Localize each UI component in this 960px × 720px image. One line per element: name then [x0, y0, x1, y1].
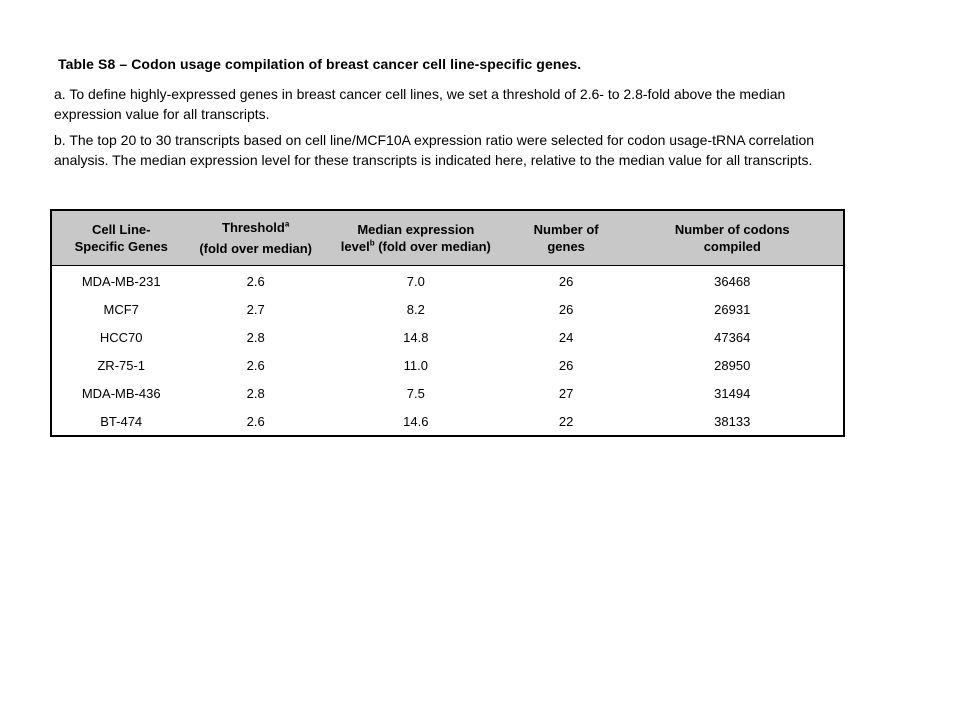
- threshold-value: 2.8: [246, 330, 265, 345]
- median-value: 7.5: [406, 386, 425, 401]
- table-row: [52, 352, 843, 380]
- cell-line: MDA-MB-436: [81, 386, 161, 401]
- genes-value: 24: [558, 330, 574, 345]
- table-row: [52, 324, 843, 352]
- codons-value: 28950: [714, 358, 751, 373]
- genes-value: 27: [558, 386, 574, 401]
- median-value: 11.0: [403, 358, 428, 373]
- median-value: 14.6: [403, 414, 429, 429]
- table-row: [52, 408, 843, 436]
- cell-line: MDA-MB-231: [81, 274, 161, 289]
- codons-value: 38133: [714, 414, 751, 429]
- genes-value: 26: [558, 274, 574, 289]
- threshold-value: 2.6: [246, 414, 265, 429]
- table-row: [52, 380, 843, 408]
- codons-value: 26931: [714, 302, 751, 317]
- cell-line: BT-474: [100, 414, 143, 429]
- genes-value: 26: [558, 302, 574, 317]
- cell-line: ZR-75-1: [97, 358, 146, 373]
- table-header-row: [52, 211, 843, 265]
- threshold-value: 2.6: [246, 358, 265, 373]
- cell-line: MCF7: [103, 302, 139, 317]
- header-threshold: Threshold$^a$ (fold over median): [190, 211, 321, 265]
- page-title: Table S8 – Codon usage compilation of breast cancer cell line-specific genes.: [58, 56, 582, 72]
- header-cell-line: Cell Line- Specific Genes: [52, 211, 190, 265]
- threshold-value: 2.7: [246, 302, 265, 317]
- footnote-a: a. To define highly-expressed genes in breast cancer cell lines, we set a threshold of 2.6- to 2.8-fold above the median expression value for all transcripts.: [54, 86, 786, 122]
- codons-value: 31494: [714, 386, 751, 401]
- threshold-value: 2.6: [246, 274, 265, 289]
- codons-value: 36468: [714, 274, 751, 289]
- cell-line: HCC70: [99, 330, 143, 345]
- codon-usage-table: [50, 209, 845, 437]
- header-median-expression: Median expression level$^b$ (fold over median): [321, 211, 511, 265]
- header-number-of-codons: Number of codons compiled: [621, 211, 843, 265]
- median-value: 7.0: [406, 274, 425, 289]
- table-row: [52, 296, 843, 324]
- table-row: [52, 265, 843, 296]
- codons-value: 47364: [714, 330, 751, 345]
- data-table: [52, 211, 843, 436]
- genes-value: 26: [558, 358, 574, 373]
- footnote-b: b. The top 20 to 30 transcripts based on cell line/MCF10A expression ratio were selected for codon usage-tRNA correlation analysis. The median expression level for these transcripts is indicated here, relative to the median value for all transcripts.: [54, 132, 815, 168]
- median-value: 14.8: [403, 330, 429, 345]
- median-value: 8.2: [406, 302, 425, 317]
- threshold-value: 2.8: [246, 386, 265, 401]
- header-number-of-genes: Number of genes: [511, 211, 622, 265]
- genes-value: 22: [558, 414, 574, 429]
